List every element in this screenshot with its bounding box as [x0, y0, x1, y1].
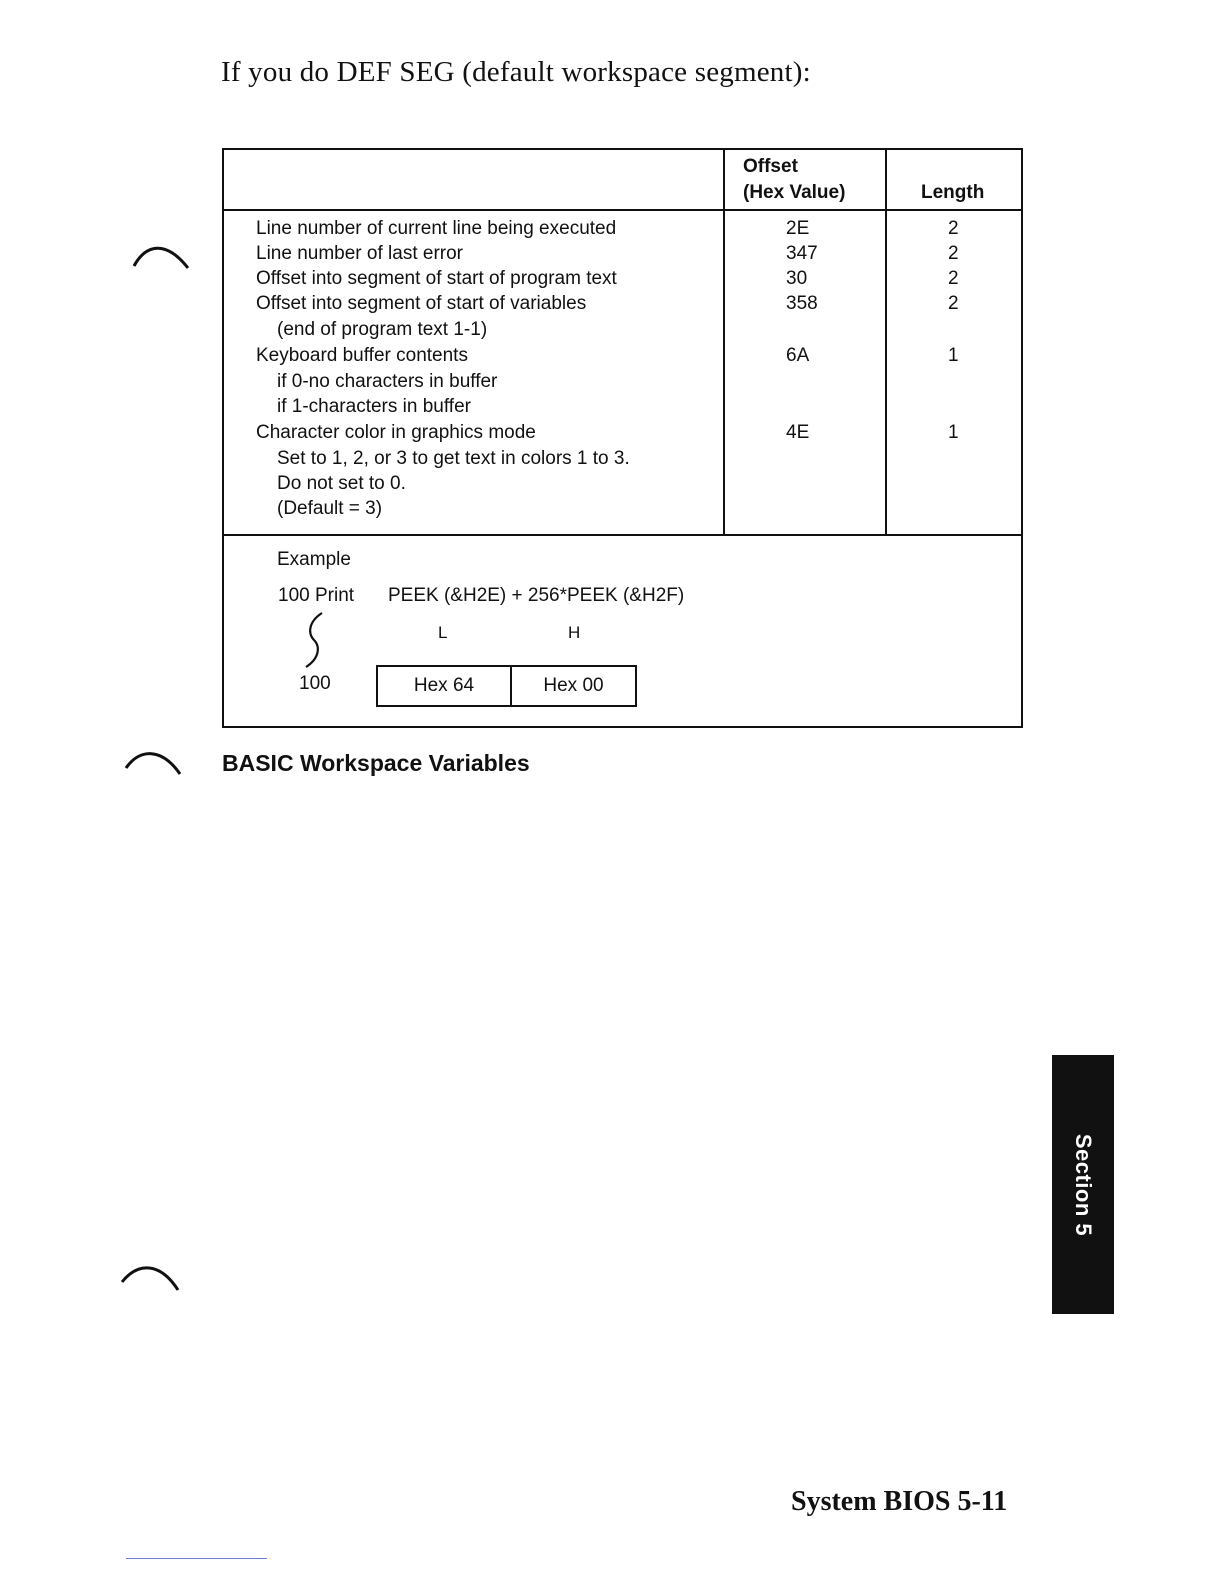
example-code-expression: PEEK (&H2E) + 256*PEEK (&H2F)	[388, 585, 685, 606]
row-description: Line number of last error	[256, 243, 463, 264]
table-row	[224, 291, 1021, 316]
table-row	[224, 266, 1021, 291]
table-row	[224, 471, 1021, 496]
row-description: Offset into segment of start of variables	[256, 293, 587, 314]
example-divider	[224, 534, 1021, 536]
row-length: 2	[948, 268, 959, 289]
row-description: Line number of current line being executed	[256, 218, 617, 239]
section-tab-label: Section 5	[1071, 1133, 1096, 1236]
example-label: Example	[277, 549, 351, 570]
row-description: Offset into segment of start of program text	[256, 268, 617, 289]
table-row	[224, 343, 1021, 368]
page-heading: If you do DEF SEG (default workspace segment):	[221, 56, 811, 88]
row-length: 2	[948, 243, 959, 264]
table-row	[224, 446, 1021, 471]
row-offset: 30	[786, 268, 808, 289]
example-result: 100	[299, 673, 331, 694]
row-description: Character color in graphics mode	[256, 422, 536, 443]
example-code-prefix: 100 Print	[278, 585, 355, 606]
row-description: Keyboard buffer contents	[256, 345, 468, 366]
row-description: if 1-characters in buffer	[277, 396, 471, 417]
section-side-tab	[1052, 1055, 1114, 1314]
table-row	[224, 394, 1021, 419]
offset-header: Offset	[743, 156, 798, 177]
row-description: (end of program text 1-1)	[277, 319, 488, 340]
page-footer: System BIOS 5-11	[791, 1486, 1008, 1517]
binder-hole-arc-icon	[118, 1258, 182, 1294]
row-length: 1	[948, 422, 959, 443]
high-byte-label: H	[568, 623, 581, 642]
table-row	[224, 496, 1021, 521]
section-title: BASIC Workspace Variables	[222, 750, 530, 776]
row-description: (Default = 3)	[277, 498, 383, 519]
table-row	[224, 420, 1021, 445]
row-description: Set to 1, 2, or 3 to get text in colors 1 to 3.	[277, 448, 630, 469]
low-byte-label: L	[438, 623, 448, 642]
row-offset: 347	[786, 243, 818, 264]
row-description: if 0-no characters in buffer	[277, 371, 498, 392]
row-length: 1	[948, 345, 959, 366]
binder-hole-arc-icon	[130, 238, 192, 272]
result-brace-icon	[302, 610, 326, 670]
row-offset: 2E	[786, 218, 810, 239]
row-offset: 4E	[786, 422, 810, 443]
row-description: Do not set to 0.	[277, 473, 406, 494]
workspace-offset-table	[222, 148, 1023, 728]
offset-header-hex: (Hex Value)	[743, 182, 846, 203]
table-row	[224, 317, 1021, 342]
bottom-edge-rule	[126, 1558, 267, 1559]
header-divider	[224, 209, 1021, 211]
high-byte-box: Hex 00	[510, 665, 637, 707]
length-header: Length	[921, 182, 985, 203]
row-offset: 6A	[786, 345, 810, 366]
row-length: 2	[948, 218, 959, 239]
row-offset: 358	[786, 293, 818, 314]
table-row	[224, 216, 1021, 241]
row-length: 2	[948, 293, 959, 314]
table-row	[224, 241, 1021, 266]
low-byte-box: Hex 64	[376, 665, 512, 707]
binder-hole-arc-icon	[122, 744, 184, 778]
table-row	[224, 369, 1021, 394]
